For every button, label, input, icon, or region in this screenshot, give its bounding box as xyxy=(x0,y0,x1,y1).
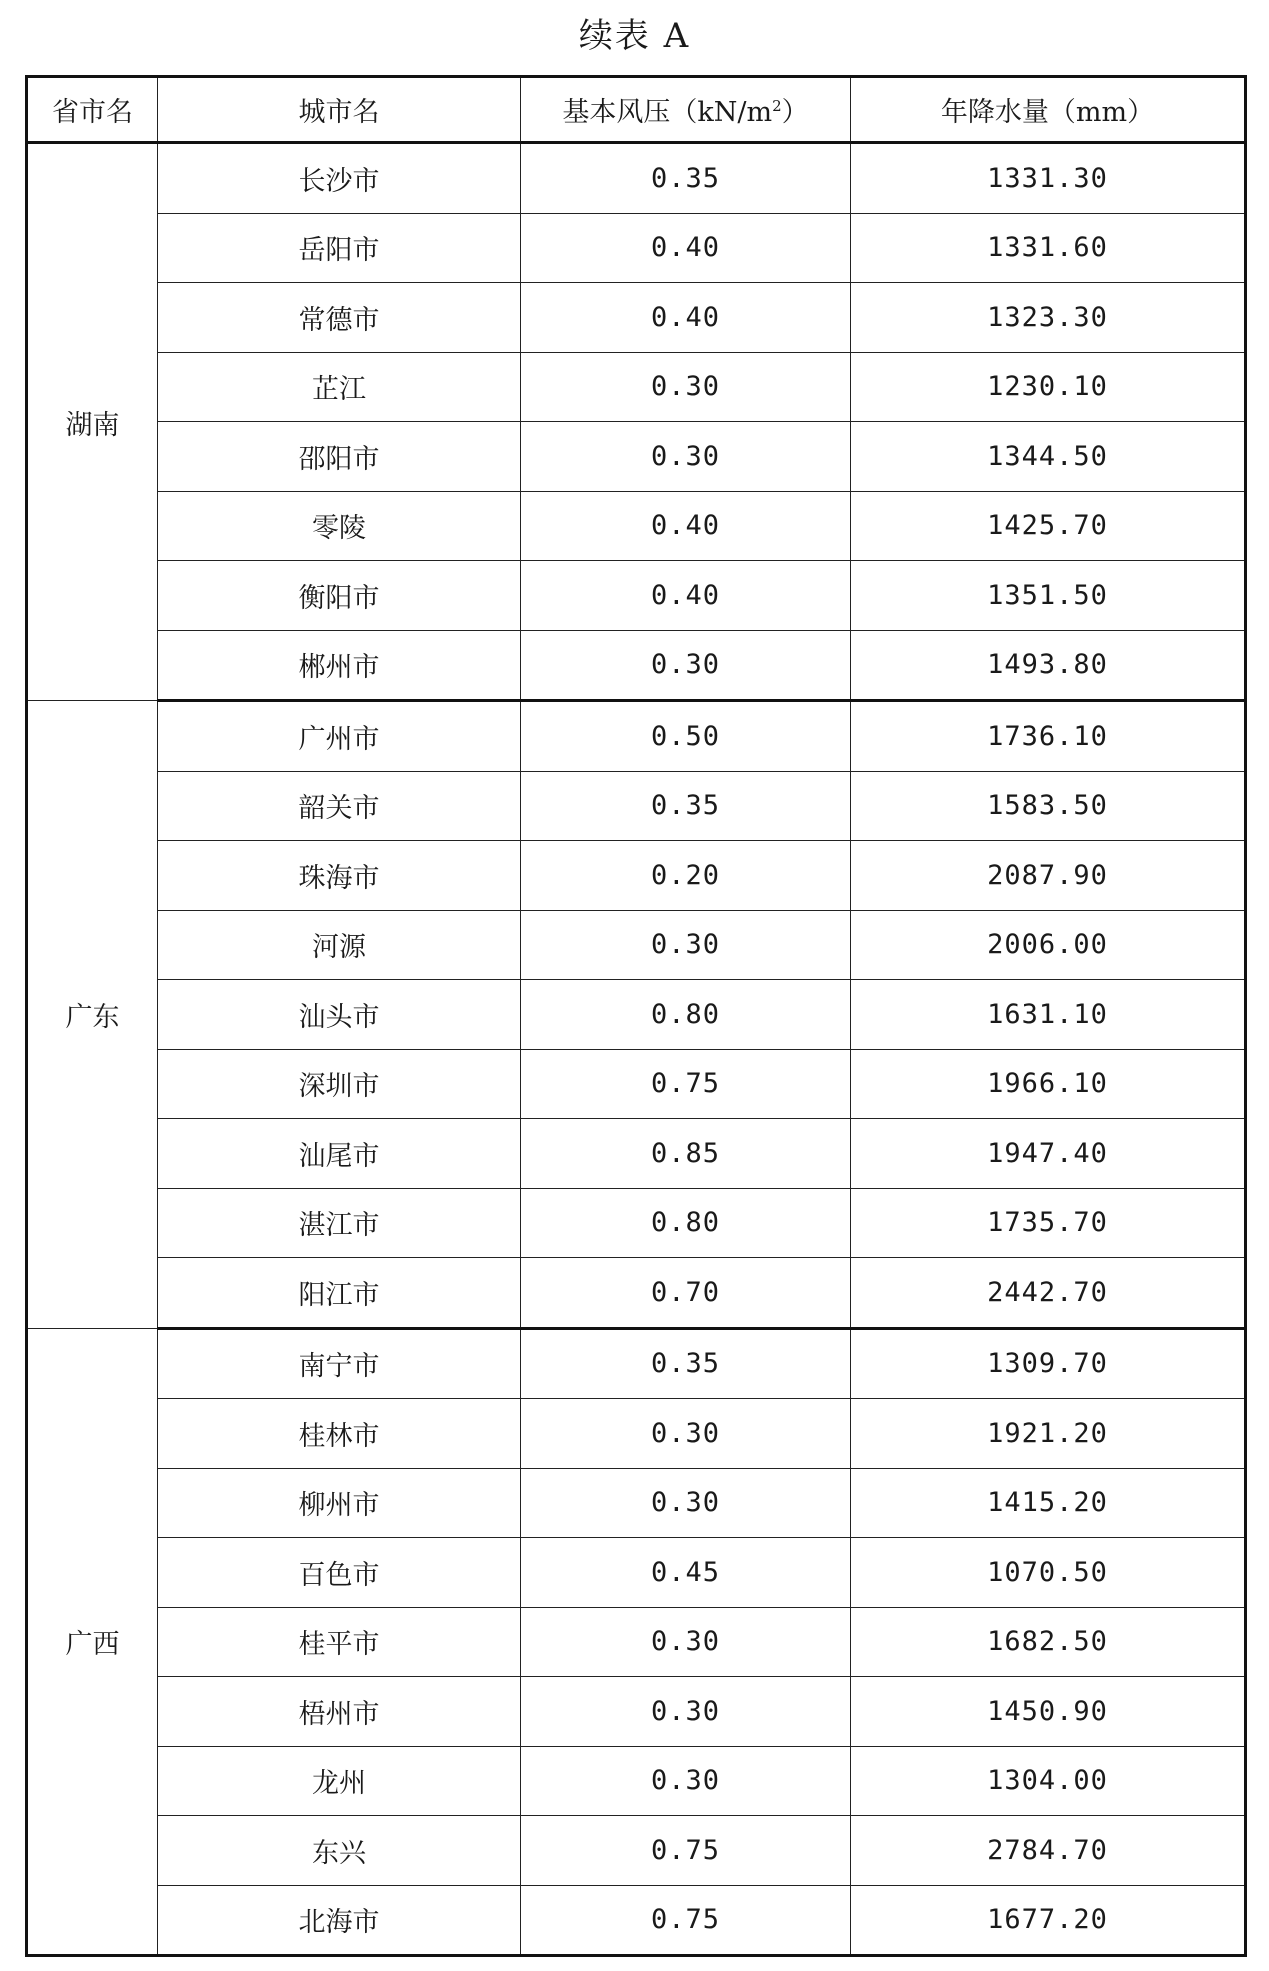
city-cell: 汕头市 xyxy=(158,980,521,1050)
province-cell: 湖南 xyxy=(27,143,158,701)
city-cell: 南宁市 xyxy=(158,1328,521,1399)
table-row xyxy=(27,1538,1246,1608)
table-row xyxy=(27,841,1246,911)
rainfall-cell: 2006.00 xyxy=(851,910,1246,980)
rainfall-cell: 1304.00 xyxy=(851,1746,1246,1816)
table-row xyxy=(27,1258,1246,1329)
province-cell: 广西 xyxy=(27,1328,158,1956)
rainfall-cell: 1677.20 xyxy=(851,1885,1246,1956)
table-row xyxy=(27,1188,1246,1258)
table-row xyxy=(27,1119,1246,1189)
wind-pressure-cell: 0.80 xyxy=(521,1188,851,1258)
table-row xyxy=(27,143,1246,214)
wind-pressure-cell: 0.75 xyxy=(521,1816,851,1886)
rainfall-cell: 1351.50 xyxy=(851,561,1246,631)
wind-pressure-cell: 0.45 xyxy=(521,1538,851,1608)
table-row xyxy=(27,701,1246,772)
wind-pressure-cell: 0.40 xyxy=(521,561,851,631)
city-cell: 柳州市 xyxy=(158,1468,521,1538)
city-cell: 汕尾市 xyxy=(158,1119,521,1189)
wind-pressure-cell: 0.40 xyxy=(521,283,851,353)
table-row xyxy=(27,630,1246,701)
table-row xyxy=(27,491,1246,561)
rainfall-cell: 1921.20 xyxy=(851,1399,1246,1469)
wind-pressure-cell: 0.80 xyxy=(521,980,851,1050)
city-cell: 岳阳市 xyxy=(158,213,521,283)
header-wind-pressure-label: 基本风压（kN/m xyxy=(562,97,773,128)
city-cell: 梧州市 xyxy=(158,1677,521,1747)
rainfall-cell: 1450.90 xyxy=(851,1677,1246,1747)
rainfall-cell: 1344.50 xyxy=(851,422,1246,492)
city-cell: 珠海市 xyxy=(158,841,521,911)
wind-pressure-cell: 0.35 xyxy=(521,1328,851,1399)
city-cell: 常德市 xyxy=(158,283,521,353)
city-cell: 广州市 xyxy=(158,701,521,772)
wind-pressure-cell: 0.85 xyxy=(521,1119,851,1189)
city-cell: 零陵 xyxy=(158,491,521,561)
city-cell: 深圳市 xyxy=(158,1049,521,1119)
header-row xyxy=(27,77,1246,143)
table-header xyxy=(27,77,1246,143)
table-row xyxy=(27,771,1246,841)
city-cell: 芷江 xyxy=(158,352,521,422)
rainfall-cell: 1331.60 xyxy=(851,213,1246,283)
city-cell: 衡阳市 xyxy=(158,561,521,631)
city-cell: 湛江市 xyxy=(158,1188,521,1258)
wind-pressure-cell: 0.30 xyxy=(521,352,851,422)
table-row xyxy=(27,213,1246,283)
rainfall-cell: 1309.70 xyxy=(851,1328,1246,1399)
wind-pressure-cell: 0.20 xyxy=(521,841,851,911)
rainfall-cell: 1493.80 xyxy=(851,630,1246,701)
header-rainfall: 年降水量（mm） xyxy=(851,77,1246,143)
city-cell: 龙州 xyxy=(158,1746,521,1816)
table-body xyxy=(27,143,1246,1956)
rainfall-cell: 1947.40 xyxy=(851,1119,1246,1189)
table-row xyxy=(27,561,1246,631)
table-row xyxy=(27,422,1246,492)
rainfall-cell: 1682.50 xyxy=(851,1607,1246,1677)
city-cell: 阳江市 xyxy=(158,1258,521,1329)
city-cell: 桂林市 xyxy=(158,1399,521,1469)
header-wind-pressure-close: ） xyxy=(781,97,809,128)
rainfall-cell: 1230.10 xyxy=(851,352,1246,422)
table-row xyxy=(27,1816,1246,1886)
table-row xyxy=(27,1607,1246,1677)
table-row xyxy=(27,1399,1246,1469)
rainfall-cell: 1631.10 xyxy=(851,980,1246,1050)
city-cell: 桂平市 xyxy=(158,1607,521,1677)
wind-pressure-cell: 0.35 xyxy=(521,143,851,214)
rainfall-cell: 1425.70 xyxy=(851,491,1246,561)
wind-pressure-cell: 0.40 xyxy=(521,491,851,561)
wind-pressure-cell: 0.30 xyxy=(521,422,851,492)
rainfall-cell: 1070.50 xyxy=(851,1538,1246,1608)
table-row xyxy=(27,980,1246,1050)
rainfall-cell: 2784.70 xyxy=(851,1816,1246,1886)
wind-pressure-cell: 0.30 xyxy=(521,1468,851,1538)
rainfall-cell: 1323.30 xyxy=(851,283,1246,353)
wind-pressure-cell: 0.75 xyxy=(521,1049,851,1119)
data-table xyxy=(25,75,1247,1957)
wind-pressure-cell: 0.30 xyxy=(521,1399,851,1469)
rainfall-cell: 1736.10 xyxy=(851,701,1246,772)
wind-pressure-cell: 0.30 xyxy=(521,1607,851,1677)
city-cell: 百色市 xyxy=(158,1538,521,1608)
wind-pressure-cell: 0.30 xyxy=(521,1746,851,1816)
wind-pressure-cell: 0.30 xyxy=(521,1677,851,1747)
table-row xyxy=(27,283,1246,353)
wind-pressure-cell: 0.30 xyxy=(521,630,851,701)
wind-pressure-cell: 0.75 xyxy=(521,1885,851,1956)
rainfall-cell: 2442.70 xyxy=(851,1258,1246,1329)
table-row xyxy=(27,352,1246,422)
header-wind-pressure-exponent: 2 xyxy=(772,97,782,115)
rainfall-cell: 2087.90 xyxy=(851,841,1246,911)
table-row xyxy=(27,1746,1246,1816)
city-cell: 韶关市 xyxy=(158,771,521,841)
table-row xyxy=(27,1049,1246,1119)
rainfall-cell: 1735.70 xyxy=(851,1188,1246,1258)
province-cell: 广东 xyxy=(27,701,158,1329)
table-row xyxy=(27,1885,1246,1956)
rainfall-cell: 1583.50 xyxy=(851,771,1246,841)
header-province: 省市名 xyxy=(27,77,158,143)
wind-pressure-cell: 0.50 xyxy=(521,701,851,772)
table-row xyxy=(27,1468,1246,1538)
wind-pressure-cell: 0.40 xyxy=(521,213,851,283)
rainfall-cell: 1966.10 xyxy=(851,1049,1246,1119)
city-cell: 邵阳市 xyxy=(158,422,521,492)
header-city: 城市名 xyxy=(158,77,521,143)
table-row xyxy=(27,910,1246,980)
city-cell: 东兴 xyxy=(158,1816,521,1886)
wind-pressure-cell: 0.35 xyxy=(521,771,851,841)
city-cell: 北海市 xyxy=(158,1885,521,1956)
wind-pressure-cell: 0.30 xyxy=(521,910,851,980)
table-row xyxy=(27,1328,1246,1399)
city-cell: 河源 xyxy=(158,910,521,980)
header-wind-pressure xyxy=(521,77,851,143)
city-cell: 郴州市 xyxy=(158,630,521,701)
rainfall-cell: 1415.20 xyxy=(851,1468,1246,1538)
city-cell: 长沙市 xyxy=(158,143,521,214)
page-title: 续表 A xyxy=(578,16,691,56)
table-row xyxy=(27,1677,1246,1747)
wind-pressure-cell: 0.70 xyxy=(521,1258,851,1329)
rainfall-cell: 1331.30 xyxy=(851,143,1246,214)
